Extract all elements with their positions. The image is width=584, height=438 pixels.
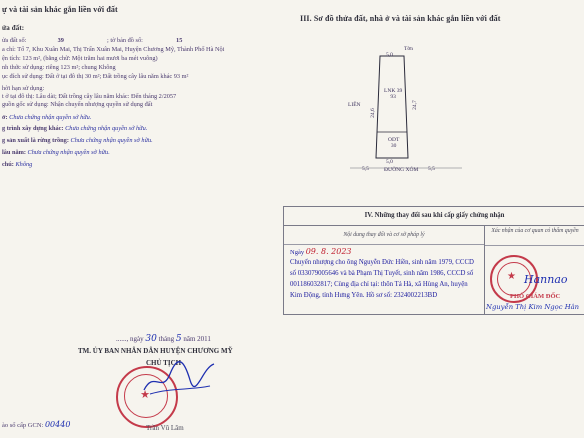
notes-value: Không	[15, 161, 33, 168]
plot-drawing	[346, 40, 466, 180]
odt-code: ODT	[388, 137, 400, 143]
odt-area: 30	[390, 143, 397, 149]
address-line: a chỉ: Tổ 7, Khu Xuân Mai, Thị Trấn Xuân Mai, Huyện Chương Mỹ, Thành Phố Hà Nội	[2, 46, 225, 53]
south-width: 5,0	[386, 159, 393, 165]
parcel-line	[2, 37, 182, 44]
road-left-width: 5,5	[362, 166, 369, 172]
road-right-width: 5,5	[428, 166, 435, 172]
map-number: 15	[176, 37, 183, 44]
table-divider	[484, 226, 485, 314]
term-line: t ở tại đô thị: Lâu dài; Đất trồng cây lâu năm khác: Đến tháng 2/2057	[2, 93, 177, 100]
west-length: 24,6	[369, 108, 376, 118]
authority-title: TM. ỦY BAN NHÂN DÂN HUYỆN CHƯƠNG MỸ	[78, 347, 233, 355]
gcn-number: 00440	[44, 420, 71, 429]
issue-year: năm 2011	[183, 335, 211, 343]
date-prefix: ......, ngày	[116, 335, 144, 343]
col-content-header: Nội dung thay đổi và cơ sở pháp lý	[284, 226, 484, 245]
lnk-number: 39	[396, 88, 403, 94]
notes-label: chú:	[2, 161, 14, 168]
chairman-title: CHỦ TỊCH	[146, 359, 182, 367]
issue-date-line	[116, 334, 211, 344]
col-confirm-header: Xác nhận của cơ quan có thẩm quyền	[485, 226, 584, 246]
gcn-book-label: ào sổ cấp GCN:	[2, 422, 44, 429]
forest-label: g sản xuất là rừng trồng:	[2, 137, 69, 144]
east-length: 24,7	[411, 100, 418, 110]
road-label: ĐƯỜNG XÓM	[384, 167, 419, 173]
chairman-signature	[140, 350, 220, 400]
date-label: Ngày	[290, 249, 305, 256]
house-label: ở:	[2, 114, 8, 121]
house-line	[2, 114, 91, 121]
land-label: ửa đất:	[2, 24, 25, 32]
lnk-code: LNK	[384, 88, 396, 94]
star-icon: ★	[507, 271, 516, 282]
changes-title: IV. Những thay đổi sau khi cấp giấy chứng nhận	[284, 207, 584, 226]
lnk-area: 93	[390, 94, 396, 100]
parcel-number: 39	[57, 37, 64, 44]
change-entry: Chuyển nhượng cho ông Nguyễn Đức Hiền, sinh năm 1979, CCCD số 033079005646 và bà Phạm Thị Tuyết, sinh năm 1986, CCCD số 001186032817; Cùng địa chỉ tại: thôn Tả Hà, xã Hùng An, huyện Kim Động, tỉnh Hưng Yên. Hồ sơ số: 2324002213BD	[290, 259, 474, 299]
official-title: PHÓ GIÁM ĐỐC	[510, 293, 561, 300]
gcn-book-line	[2, 420, 70, 429]
plot-section-header: III. Sơ đồ thửa đất, nhà ở và tài sản khác gắn liền với đất	[300, 14, 501, 23]
forest-value: Chưa chứng nhận quyền sở hữu.	[70, 137, 153, 144]
construction-label: g trình xây dựng khác:	[2, 125, 64, 132]
house-value: Chưa chứng nhận quyền sở hữu.	[9, 114, 92, 121]
north-label: Tờn	[404, 46, 414, 52]
construction-line	[2, 125, 147, 132]
left-section-header: ự và tài sản khác gắn liền với đất	[2, 5, 118, 14]
area-line: ện tích: 123 m², (bằng chữ: Một trăm hai mươi ba mét vuông)	[2, 55, 158, 62]
north-width: 5,0	[386, 52, 393, 58]
change-date	[290, 247, 352, 256]
forest-line	[2, 137, 153, 144]
parcel-label: ửa đất số:	[2, 37, 27, 44]
issue-month: 5	[175, 334, 182, 344]
map-label: ; tờ bản đồ số:	[107, 37, 143, 44]
issue-day: 30	[145, 334, 157, 344]
perennial-label: lâu năm:	[2, 149, 26, 156]
month-label: tháng	[158, 335, 175, 343]
official-name: Nguyễn Thị Kim Ngọc Hân	[486, 303, 580, 311]
notes-line	[2, 161, 32, 168]
term-label: hời hạn sử dụng:	[2, 85, 45, 92]
official-signature: Hannao	[524, 273, 568, 286]
usage-form-line: nh thức sử dụng: riêng 123 m²; chung Không	[2, 64, 116, 71]
construction-value: Chưa chứng nhận quyền sở hữu.	[65, 125, 148, 132]
odt-label	[388, 137, 399, 149]
origin-line: guồn gốc sử dụng: Nhận chuyển nhượng quyền sử dụng đất	[2, 101, 153, 108]
west-label: LIÊN	[348, 102, 361, 108]
perennial-line	[2, 149, 110, 156]
perennial-value: Chưa chứng nhận quyền sở hữu.	[27, 149, 110, 156]
chairman-name: Trần Vũ Lâm	[146, 424, 184, 432]
plot-diagram	[346, 40, 466, 180]
date-value: 09. 8. 2023	[305, 247, 352, 256]
changes-table	[283, 206, 584, 315]
purpose-line: ục đích sử dụng: Đất ở tại đô thị 30 m²; Đất trồng cây lâu năm khác 93 m²	[2, 73, 189, 80]
star-icon: ★	[140, 389, 150, 401]
lnk-label	[384, 88, 402, 100]
